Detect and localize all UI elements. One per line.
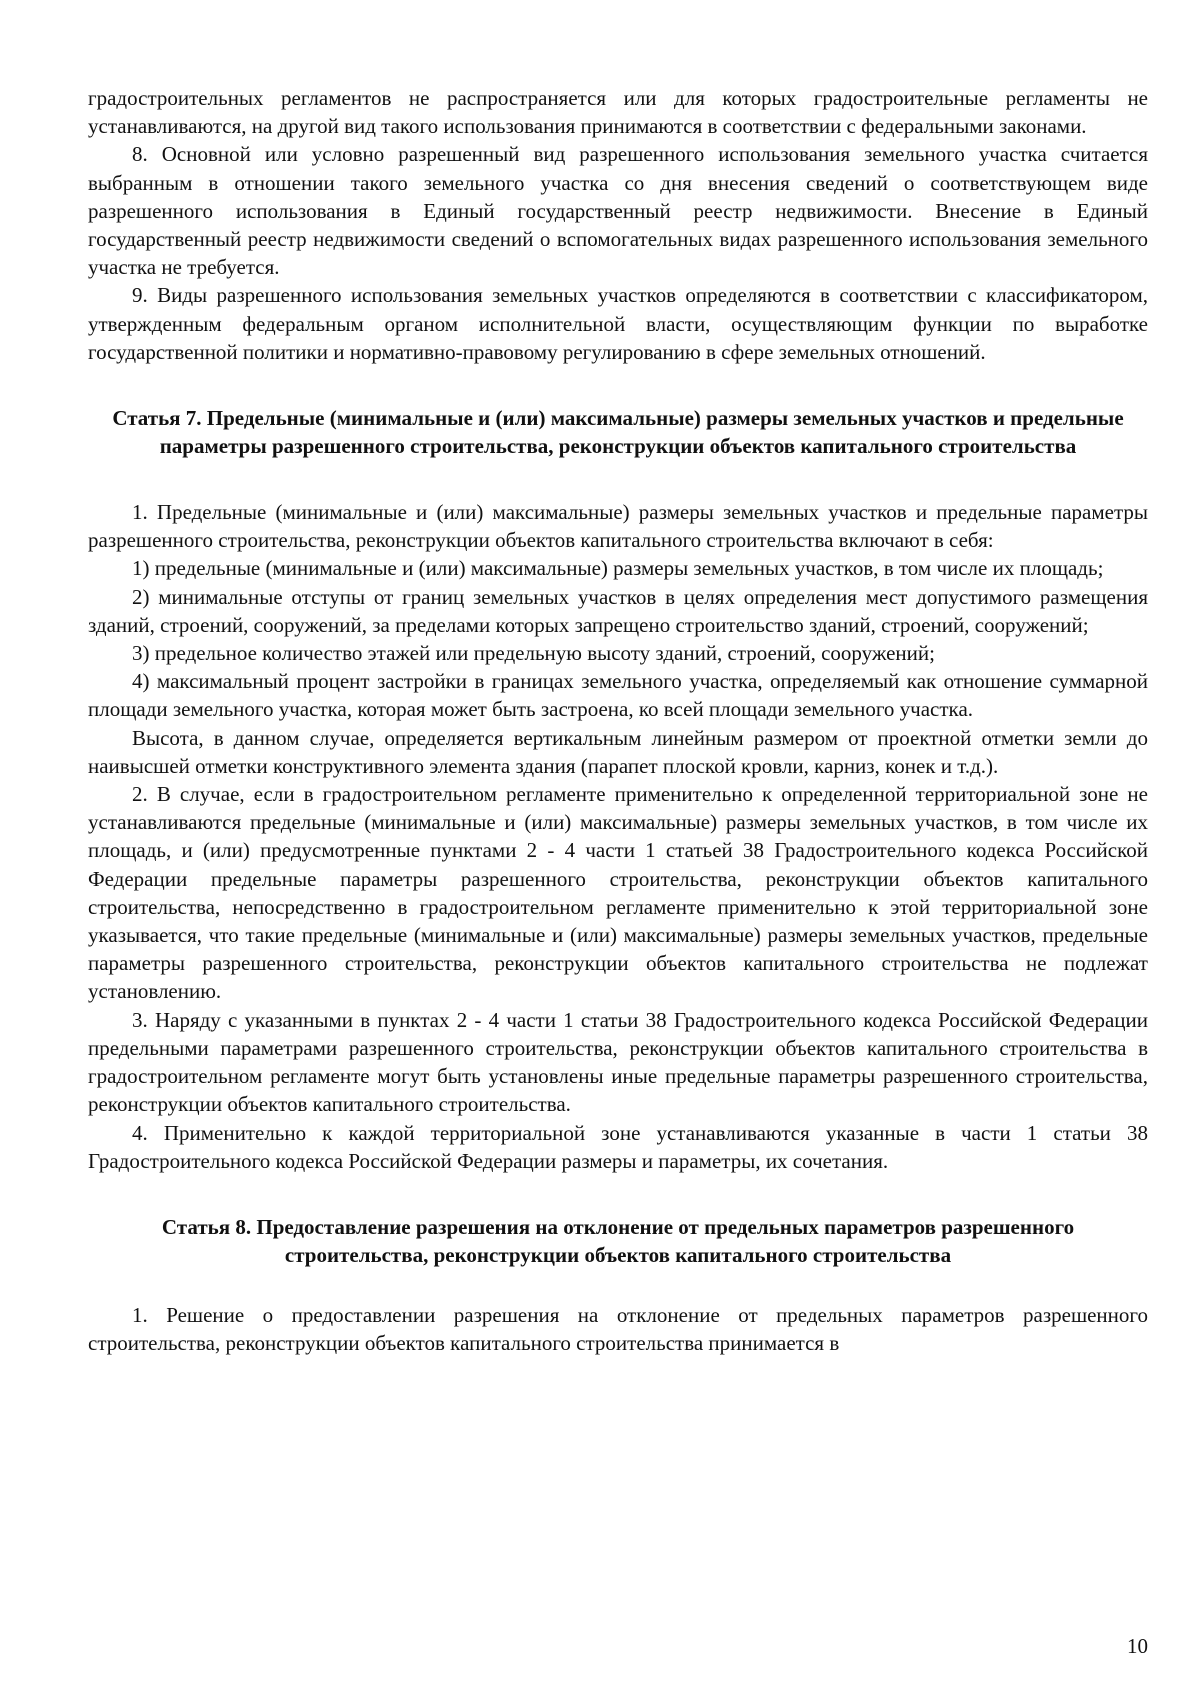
document-page [88,84,1148,1357]
article7-item-3: 3) предельное количество этажей или предельную высоту зданий, строений, сооружений; [132,641,935,666]
article7-item-2: 2) минимальные отступы от границ земельных участков в целях определения мест допустимого размещения зданий, строений, сооружений, за пределами которых запрещено строительство зданий, строений, сооружений; [88,584,1148,637]
article7-paragraph-1: 1. Предельные (минимальные и (или) максимальные) размеры земельных участков и предельные параметры разрешенного строительства, реконструкции объектов капитального строительства включают в себя: [88,500,1148,553]
article7-paragraph-3: 3. Наряду с указанными в пунктах 2 - 4 части 1 статьи 38 Градостроительного кодекса Российской Федерации предельными параметрами разрешенного строительства, реконструкции объектов капитального строительства в градостроительном регламенте могут быть установлены иные предельные параметры разрешенного строительства, реконструкции объектов капитального строительства. [88,1007,1148,1117]
article6-paragraph-8: 8. Основной или условно разрешенный вид разрешенного использования земельного участка считается выбранным в отношении такого земельного участка со дня внесения сведений о соответствующем виде разрешенного использования в Единый государственный реестр недвижимости. Внесение в Единый государственный реестр недвижимости сведений о вспомогательных видах разрешенного использования земельного участка не требуется. [88,142,1148,280]
article8-heading: Статья 8. Предоставление разрешения на отклонение от предельных параметров разрешенного строительства, реконструкции объектов капитального строительства [161,1214,1075,1267]
article7-paragraph-2: 2. В случае, если в градостроительном регламенте применительно к определенной территориальной зоне не устанавливаются предельные (минимальные и (или) максимальные) размеры земельных участков, в том числе их площадь, и (или) предусмотренные пунктами 2 - 4 части 1 статьей 38 Градостроительного кодекса Российской Федерации предельные параметры разрешенного строительства, реконструкции объектов капитального строительства, непосредственно в градостроительном регламенте применительно к этой территориальной зоне указывается, что такие предельные (минимальные и (или) максимальные) размеры земельных участков, предельные параметры разрешенного строительства, реконструкции объектов капитального строительства не подлежат установлению. [88,782,1148,1004]
article7-item-4: 4) максимальный процент застройки в границах земельного участка, определяемый как отношение суммарной площади земельного участка, которая может быть застроена, ко всей площади земельного участка. [88,669,1148,722]
article7-item-1: 1) предельные (минимальные и (или) максимальные) размеры земельных участков, в том числе их площадь; [132,556,1104,581]
article8-paragraph-1: 1. Решение о предоставлении разрешения на отклонение от предельных параметров разрешенного строительства, реконструкции объектов капитального строительства принимается в [88,1302,1148,1356]
page-number: 10 [1127,1634,1148,1658]
article6-continuation-paragraph: градостроительных регламентов не распространяется или для которых градостроительные регламенты не устанавливаются, на другой вид такого использования принимаются в соответствии с федеральными законами. [88,86,1148,139]
article7-paragraph-4: 4. Применительно к каждой территориальной зоне устанавливаются указанные в части 1 статьи 38 Градостроительного кодекса Российской Федерации размеры и параметры, их сочетания. [88,1120,1148,1173]
article6-paragraph-9: 9. Виды разрешенного использования земельных участков определяются в соответствии с классификатором, утвержденным федеральным органом исполнительной власти, осуществляющим функции по выработке государственной политики и нормативно-правовому регулированию в сфере земельных отношений. [88,283,1148,364]
article7-heading: Статья 7. Предельные (минимальные и (или) максимальные) размеры земельных участков и предельные параметры разрешенного строительства, реконструкции объектов капитального строительства [112,406,1124,459]
article7-height-note: Высота, в данном случае, определяется вертикальным линейным размером от проектной отметки земли до наивысшей отметки конструктивного элемента здания (парапет плоской кровли, карниз, конек и т.д.). [88,725,1148,778]
